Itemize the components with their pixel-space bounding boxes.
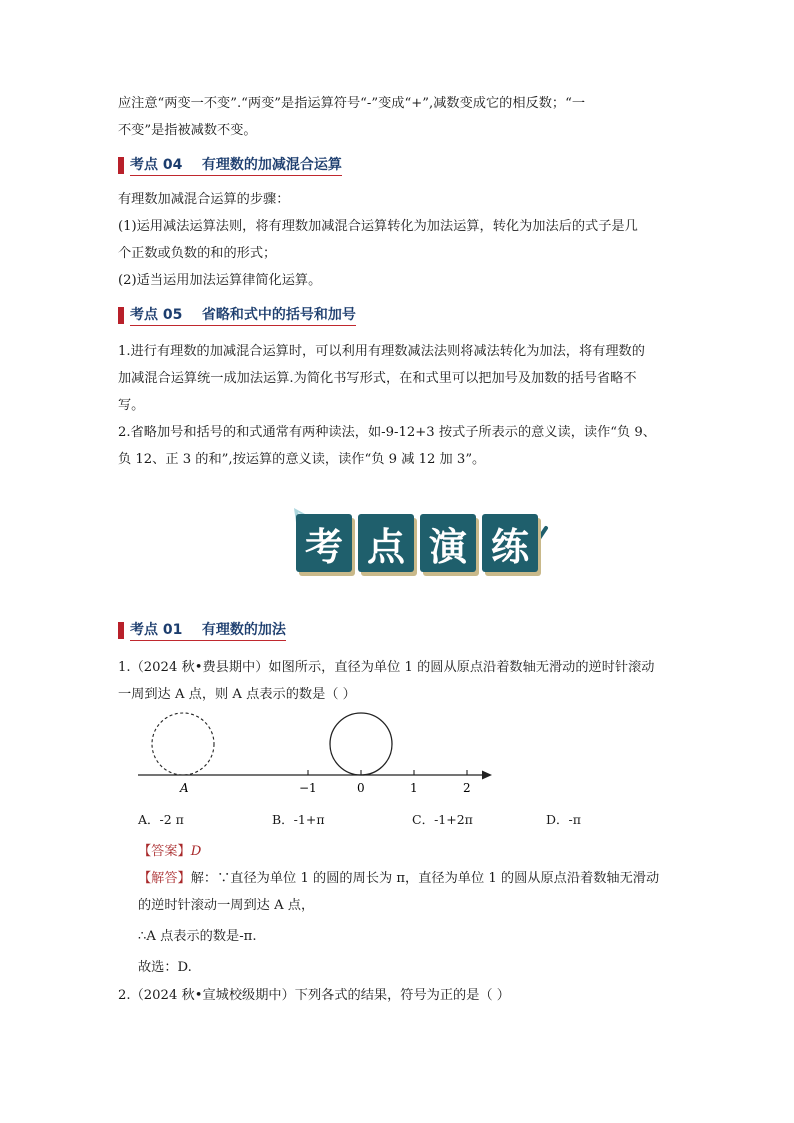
choice-c: C．-1+2π	[412, 812, 473, 827]
question-2	[118, 982, 678, 1009]
tick-label-0: 0	[357, 781, 365, 795]
section-05-line-2: 加减混合运算统一成加法运算.为简化书写形式，在和式里可以把加号及加数的括号省略不	[118, 371, 637, 386]
solution-label: 【解答】	[138, 871, 191, 886]
intro-paragraph	[118, 90, 678, 144]
conclusion-line: 故选：D.	[138, 960, 192, 975]
choice-a: A．-2 π	[138, 812, 184, 827]
section-04-body	[118, 186, 678, 294]
banner-char-4: 练	[482, 514, 538, 572]
answer-block	[138, 838, 678, 981]
section-05-line-1: 1.进行有理数的加减混合运算时，可以利用有理数减法法则将减法转化为加法，将有理数的	[118, 344, 645, 359]
banner-char-1: 考	[296, 514, 352, 572]
answer-line	[138, 838, 678, 865]
question-1-line-2: 一周到达 A 点，则 A 点表示的数是（ ）	[118, 687, 356, 702]
answer-label: 【答案】	[138, 844, 191, 859]
question-1	[118, 654, 678, 708]
number-line-figure	[130, 706, 500, 798]
solution-line-3: ∴A 点表示的数是-π.	[138, 929, 257, 944]
section-05-line-4: 2.省略加号和括号的和式通常有两种读法，如-9-12+3 按式子所表示的意义读，读作“负 9、	[118, 425, 656, 440]
section-01-title: 考点 01 有理数的加法	[130, 619, 286, 641]
banner-char-2: 点	[358, 514, 414, 572]
heading-marker	[118, 622, 124, 639]
axis-arrow	[482, 771, 492, 780]
section-05-heading	[118, 304, 356, 326]
section-01-heading	[118, 619, 286, 641]
section-05-body	[118, 338, 678, 473]
practice-banner	[288, 506, 550, 582]
solution-text-1: 解：∵直径为单位 1 的圆的周长为 π，直径为单位 1 的圆从原点沿着数轴无滑动	[190, 871, 660, 886]
section-04-line-2: (1)运用减法运算法则，将有理数加减混合运算转化为加法运算，转化为加法后的式子是几	[118, 219, 638, 234]
intro-line-2: 不变”是指被减数不变。	[118, 123, 257, 138]
solid-circle	[330, 713, 392, 775]
solution-line-2: 的逆时针滚动一周到达 A 点，	[138, 898, 315, 913]
tick-label-minus-1: −1	[299, 781, 317, 795]
question-2-line-1: 2.（2024 秋•宣城校级期中）下列各式的结果，符号为正的是（ ）	[118, 988, 510, 1003]
solution-line-1	[138, 865, 678, 892]
section-05-line-3: 写。	[118, 398, 145, 413]
tick-label-1: 1	[410, 781, 418, 795]
choice-d: D．-π	[546, 812, 581, 827]
banner-char-3: 演	[420, 514, 476, 572]
section-05-title: 考点 05 省略和式中的括号和加号	[130, 304, 356, 326]
dashed-circle	[152, 713, 214, 775]
question-1-line-1: 1.（2024 秋•费县期中）如图所示，直径为单位 1 的圆从原点沿着数轴无滑动的逆时针滚动	[118, 660, 655, 675]
heading-marker	[118, 307, 124, 324]
section-04-title: 考点 04 有理数的加减混合运算	[130, 154, 342, 176]
section-04-line-1: 有理数加减混合运算的步骤：	[118, 192, 290, 207]
section-04-line-4: (2)适当运用加法运算律简化运算。	[118, 273, 322, 288]
tick-label-2: 2	[463, 781, 471, 795]
section-04-heading	[118, 154, 342, 176]
point-a-label: A	[180, 781, 189, 795]
intro-line-1: 应注意“两变一不变”.“两变”是指运算符号“-”变成“+”,减数变成它的相反数；“一	[118, 96, 586, 111]
answer-value: D	[190, 844, 202, 859]
choice-b: B．-1+π	[272, 812, 325, 827]
heading-marker	[118, 157, 124, 174]
section-04-line-3: 个正数或负数的和的形式；	[118, 246, 277, 261]
section-05-line-5: 负 12、正 3 的和”,按运算的意义读，读作“负 9 减 12 加 3”。	[118, 452, 486, 467]
